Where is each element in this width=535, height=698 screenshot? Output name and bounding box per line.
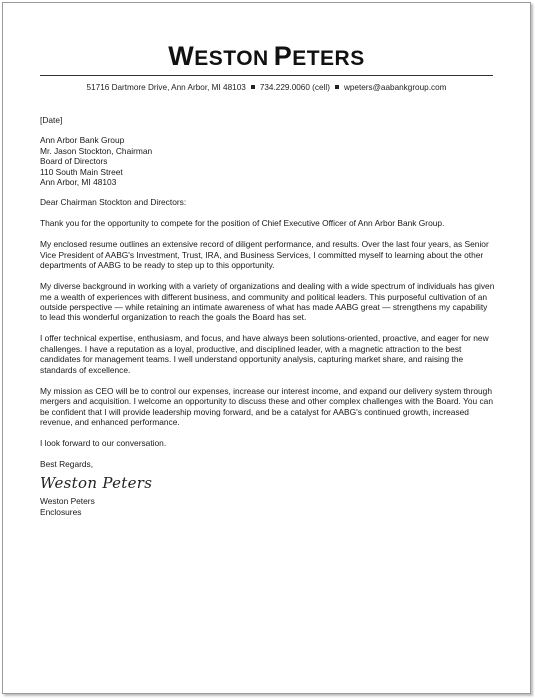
name-rest-last: ETERS: [292, 47, 365, 70]
paragraph: I offer technical expertise, enthusiasm, and focus, and have always been solutions-oriented, proactive, and eager for new challenges. I have a reputation as a loyal, productive, and disciplined leader, with a magnetic attraction to the best candidates for management teams. I well understand opportunity analysis, capturing market share, and raising the standards of excellence.: [40, 333, 489, 375]
recipient-line: Ann Arbor, MI 48103: [40, 177, 117, 188]
recipient-line: Mr. Jason Stockton, Chairman: [40, 145, 153, 156]
recipient-address: [40, 135, 496, 187]
paragraph: My enclosed resume outlines an extensive record of diligent performance, and results. Over the last four years, as Senior Vice President of AABG's Investment, Trust, IRA, and Business Services, I committed myself to learning about the other departments of AABG to be ready to step up to this opportunity.: [40, 239, 489, 271]
recipient-line: 110 South Main Street: [40, 166, 123, 177]
salutation: Dear Chairman Stockton and Directors:: [40, 197, 187, 208]
letterhead-contact: [3, 83, 530, 92]
name-rest-first: ESTON: [194, 47, 269, 70]
signer-name: Weston Peters: [40, 496, 95, 507]
paragraph: I look forward to our conversation.: [40, 437, 167, 448]
bullet-separator: [251, 85, 255, 89]
letter-date: [Date]: [40, 115, 63, 125]
contact-phone: 734.229.0060 (cell): [259, 83, 330, 92]
name-initial-last: P: [273, 41, 293, 71]
enclosures-note: Enclosures: [40, 506, 82, 517]
contact-address: 51716 Dartmore Drive, Ann Arbor, MI 48103: [86, 83, 246, 92]
paragraph: Thank you for the opportunity to compete for the position of Chief Executive Officer of Ann Arbor Bank Group.: [40, 218, 445, 229]
paragraph: My diverse background in working with a variety of organizations and dealing with a wide spectrum of individuals has given me a wealth of experiences with different business, and community and political leaders. This purposeful cultivation of an outside perspective — while retaining an intimate awareness of what has made AABG great — strengthens my capability to lead this wonderful organization to reach the goals the Board has set.: [40, 281, 495, 323]
contact-email: wpeters@aabankgroup.com: [343, 83, 447, 92]
letter-body: [40, 115, 496, 517]
closing: Best Regards,: [40, 458, 94, 469]
name-initial-first: W: [168, 41, 195, 71]
letterhead-rule: [40, 75, 493, 76]
recipient-line: Ann Arbor Bank Group: [40, 135, 125, 146]
letter-page: [2, 2, 531, 694]
signature: Weston Peters: [40, 474, 153, 493]
recipient-line: Board of Directors: [40, 156, 108, 167]
letterhead-name: [3, 43, 530, 70]
paragraph: My mission as CEO will be to control our expenses, increase our interest income, and expand our delivery system through mergers and acquisition. I welcome an opportunity to discuss these and other complex challenges with the Board. You can be confident that I will provide leadership moving forward, and be a catalyst for AABG's continued growth, increased revenue, and enhanced performance.: [40, 385, 493, 427]
bullet-separator: [335, 85, 339, 89]
